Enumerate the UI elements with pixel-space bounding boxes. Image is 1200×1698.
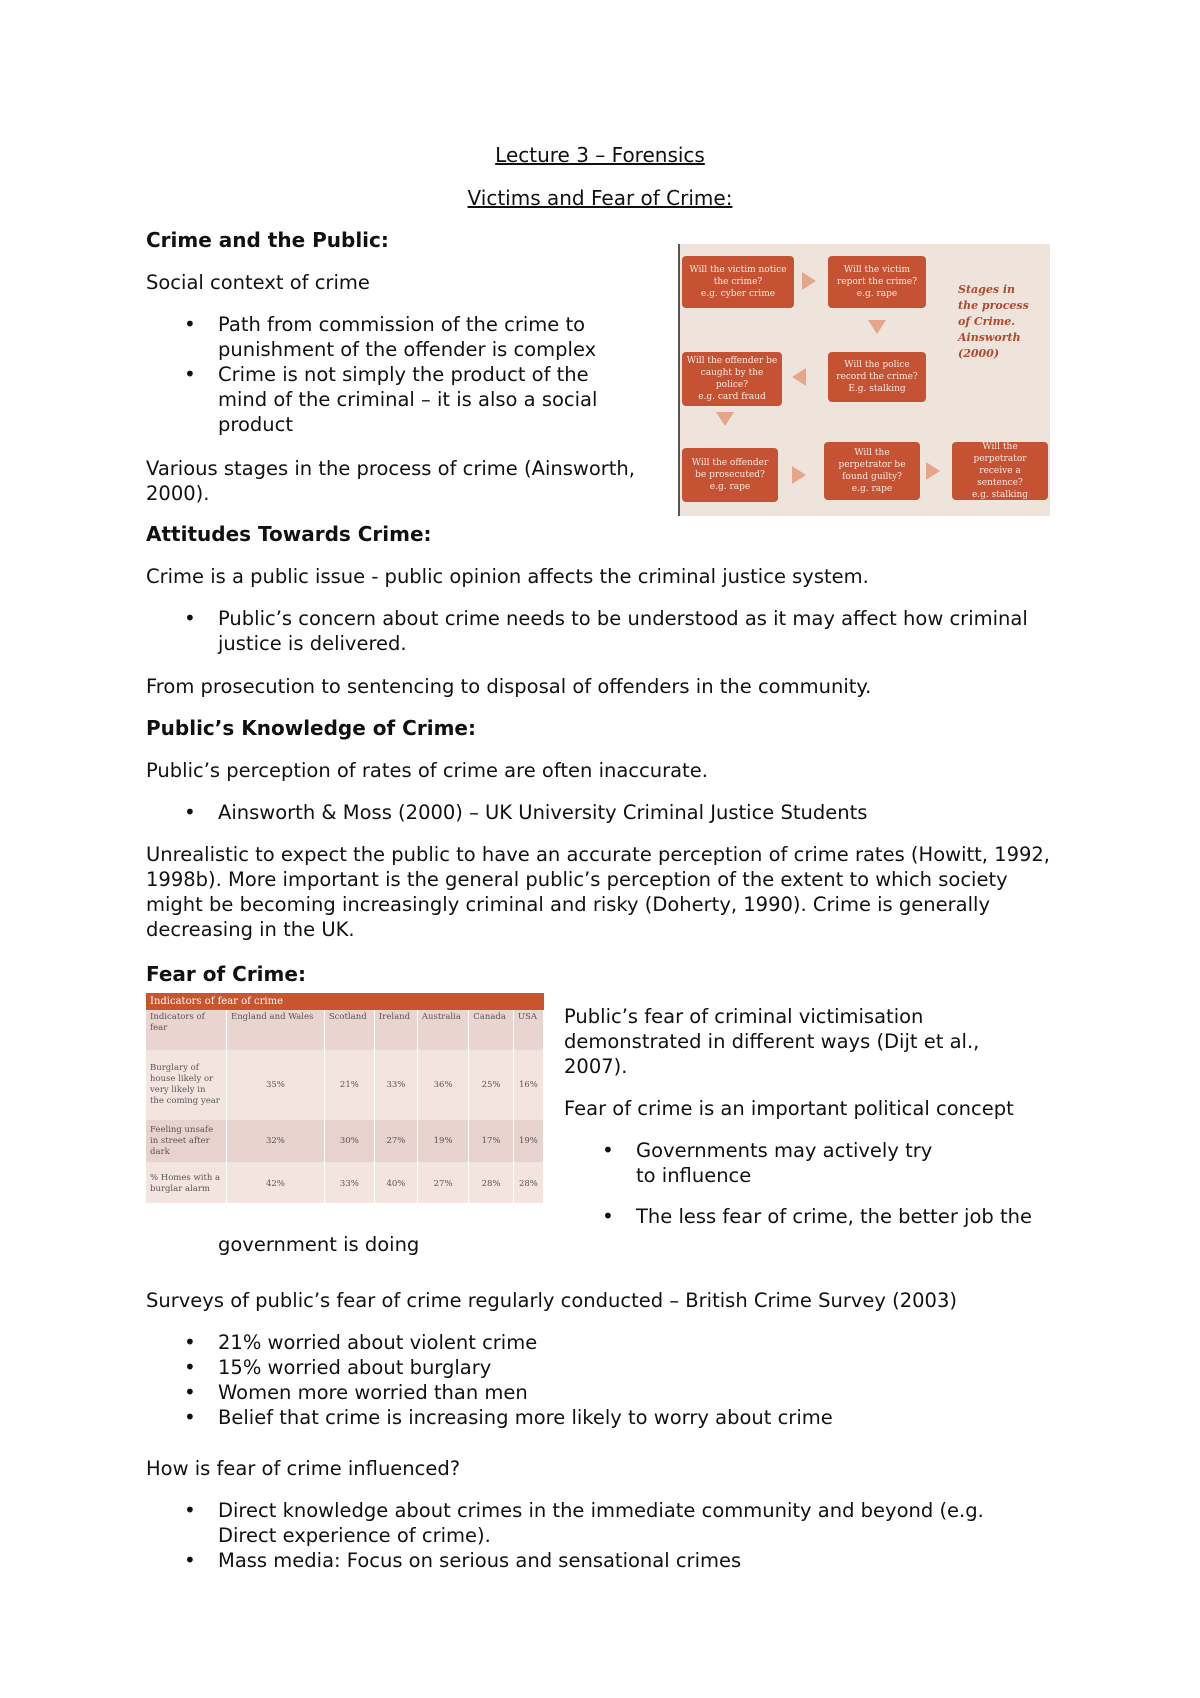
paragraph: Various stages in the process of crime (Ainsworth, 2000).: [146, 457, 635, 505]
section-intro: Social context of crime: [146, 271, 370, 294]
section-heading-fear: Fear of Crime:: [146, 962, 306, 986]
paragraph: Surveys of public’s fear of crime regularly conducted – British Crime Survey (2003): [146, 1289, 957, 1312]
list-item: • 21% worried about violent crime: [146, 1330, 1066, 1355]
diagram-box: Will the victim report the crime? e.g. rape: [828, 256, 926, 308]
fear-indicators-table: [146, 993, 544, 1203]
bullet-list: [146, 1498, 1046, 1573]
arrow-down-icon: [716, 412, 734, 426]
crime-stages-diagram: [678, 244, 1050, 516]
paragraph: government is doing: [218, 1233, 420, 1256]
section-heading-crime-public: Crime and the Public:: [146, 228, 389, 252]
section-heading-attitudes: Attitudes Towards Crime:: [146, 522, 432, 546]
bullet-list: [146, 606, 1066, 656]
arrow-right-icon: [926, 462, 940, 480]
bullet-list: [146, 312, 626, 437]
diagram-caption: Stages in the process of Crime. Ainsworth (2000): [958, 283, 1029, 360]
diagram-box: Will the offender be prosecuted? e.g. rape: [682, 448, 778, 502]
arrow-left-icon: [792, 368, 806, 386]
bullet-list: [146, 1330, 1066, 1430]
section-intro: Public’s perception of rates of crime are often inaccurate.: [146, 759, 708, 782]
diagram-box: Will the perpetrator be found guilty? e.g. rape: [824, 442, 920, 500]
table-row: Feeling unsafe in street after dark 32% 30% 27% 19% 17% 19%: [146, 1120, 544, 1162]
table-title: Indicators of fear of crime: [146, 993, 544, 1010]
paragraph: Fear of crime is an important political concept: [564, 1097, 1014, 1120]
table-row: Burglary of house likely or very likely in the coming year 35% 21% 33% 36% 25% 16%: [146, 1050, 544, 1120]
list-item: • Governments may actively try to influence: [564, 1138, 936, 1188]
bullet-list: [146, 800, 1066, 825]
section-heading-knowledge: Public’s Knowledge of Crime:: [146, 716, 476, 740]
list-item: • Public’s concern about crime needs to be understood as it may affect how criminal justice is delivered.: [146, 606, 1066, 656]
page-subtitle: Victims and Fear of Crime:: [467, 186, 733, 210]
diagram-box: Will the offender be caught by the police? e.g. card fraud: [682, 352, 782, 406]
list-item: • The less fear of crime, the better job the: [564, 1204, 1064, 1229]
paragraph: How is fear of crime influenced?: [146, 1457, 461, 1480]
diagram-box: Will the victim notice the crime? e.g. cyber crime: [682, 256, 794, 308]
list-item: • Women more worried than men: [146, 1380, 1066, 1405]
list-item: • Mass media: Focus on serious and sensational crimes: [146, 1548, 1046, 1573]
paragraph: From prosecution to sentencing to disposal of offenders in the community.: [146, 675, 872, 698]
arrow-down-icon: [868, 320, 886, 334]
paragraph: Public’s fear of criminal victimisation demonstrated in different ways (Dijt et al., 2007).: [564, 1005, 980, 1078]
list-item: • 15% worried about burglary: [146, 1355, 1066, 1380]
section-intro: Crime is a public issue - public opinion affects the criminal justice system.: [146, 565, 869, 588]
diagram-box: Will the police record the crime? E.g. stalking: [828, 352, 926, 402]
list-item: • Ainsworth & Moss (2000) – UK University Criminal Justice Students: [146, 800, 1066, 825]
list-item: • Direct knowledge about crimes in the immediate community and beyond (e.g. Direct experience of crime).: [146, 1498, 1046, 1548]
list-item: • Belief that crime is increasing more likely to worry about crime: [146, 1405, 1066, 1430]
arrow-right-icon: [792, 466, 806, 484]
list-item: • Path from commission of the crime to punishment of the offender is complex: [146, 312, 626, 362]
table-header-row: Indicators of fear England and Wales Scotland Ireland Australia Canada USA: [146, 1010, 544, 1050]
paragraph: Unrealistic to expect the public to have an accurate perception of crime rates (Howitt, 1992, 1998b). More important is the general public’s perception of the extent to which society might be becoming increasingly criminal and risky (Doherty, 1990). Crime is generally decreasing in the UK.: [146, 843, 1051, 941]
arrow-right-icon: [802, 272, 816, 290]
bullet-list: [564, 1138, 1064, 1229]
list-item: • Crime is not simply the product of the mind of the criminal – it is also a social product: [146, 362, 626, 437]
page-title: Lecture 3 – Forensics: [495, 143, 705, 167]
table-row: % Homes with a burglar alarm 42% 33% 40% 27% 28% 28%: [146, 1162, 544, 1206]
diagram-box: Will the perpetrator receive a sentence? e.g. stalking: [952, 442, 1048, 500]
